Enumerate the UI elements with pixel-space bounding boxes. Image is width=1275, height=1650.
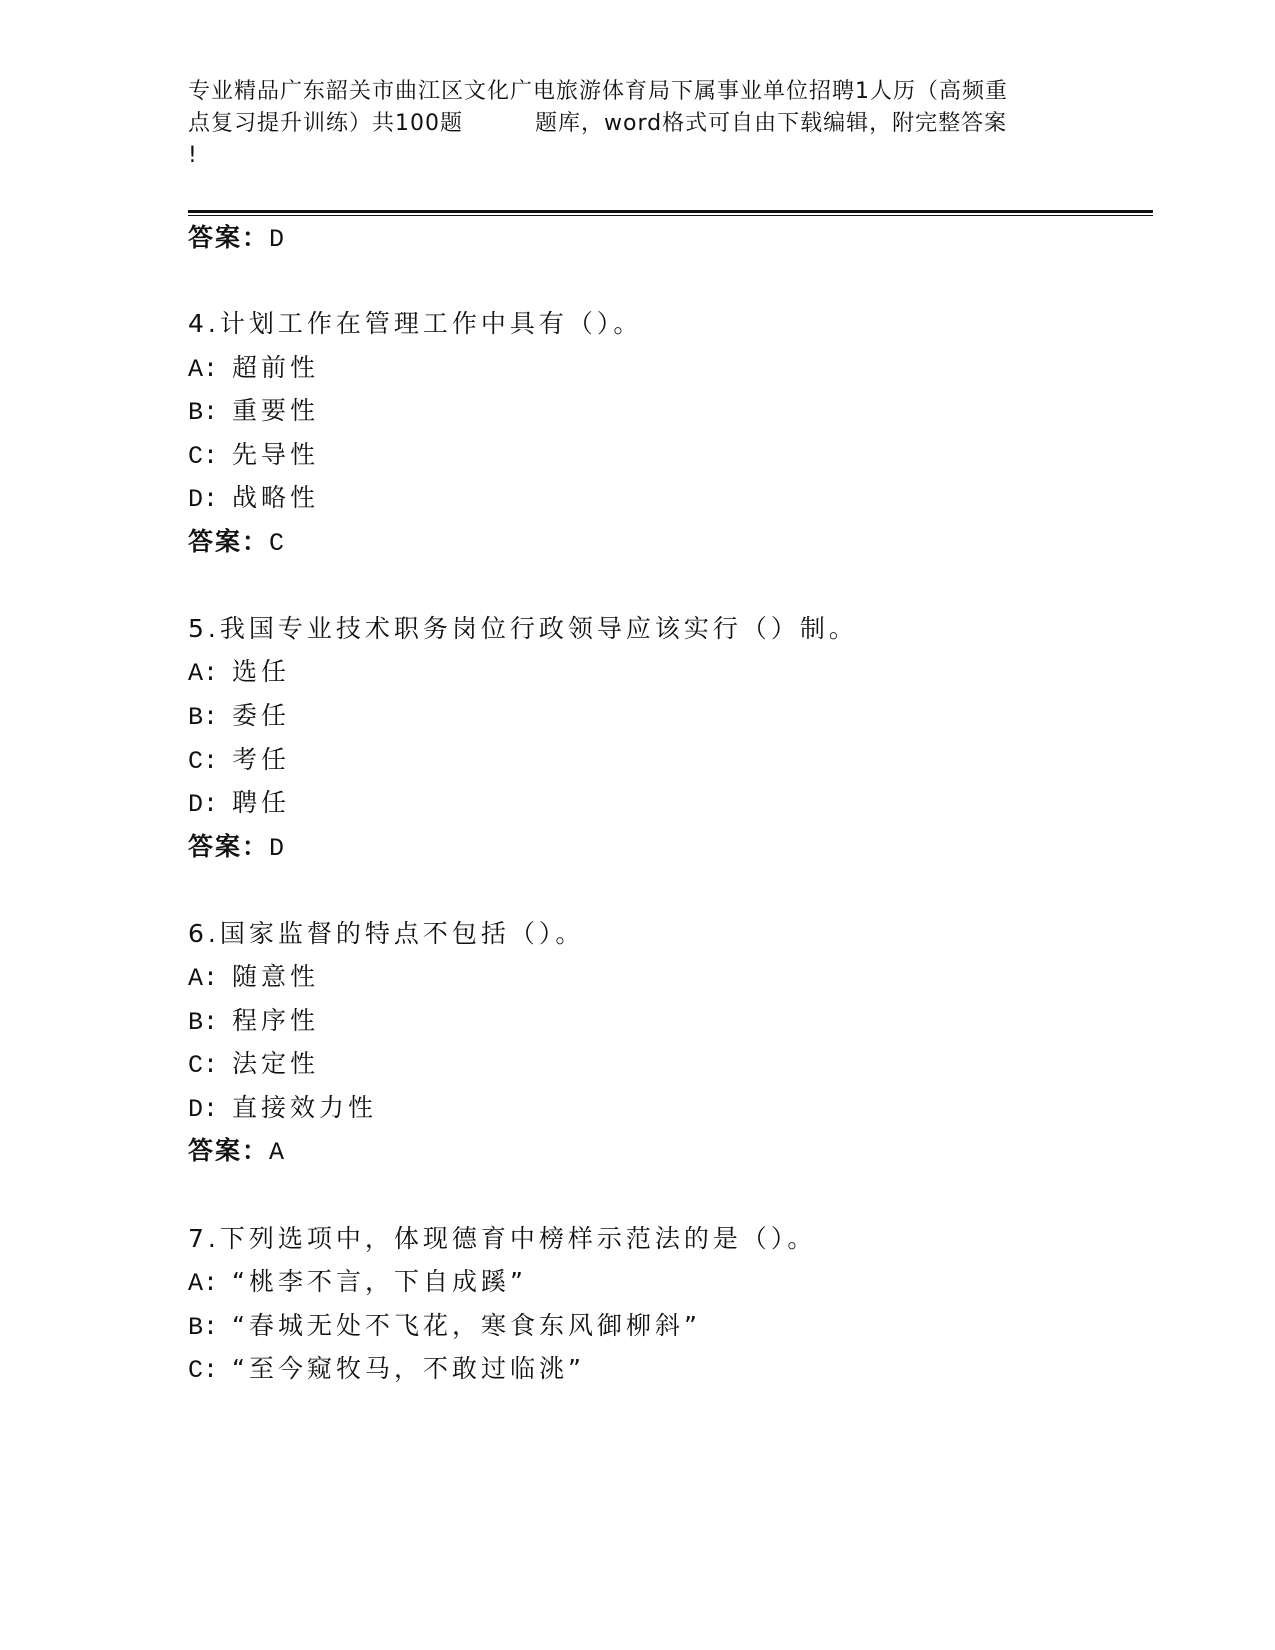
answer-line <box>188 1131 286 1167</box>
option-b <box>188 391 319 427</box>
option-key: D: <box>188 485 219 514</box>
answer-label: 答案： <box>188 527 270 556</box>
answer-line <box>188 827 286 863</box>
option-a <box>188 348 319 384</box>
answer-label: 答案： <box>188 223 270 252</box>
option-c <box>188 435 319 471</box>
option-c <box>188 1044 319 1080</box>
option-key: C: <box>188 1356 219 1385</box>
header-line-3: ! <box>188 143 198 168</box>
option-key: B: <box>188 398 219 427</box>
option-key: C: <box>188 442 219 471</box>
option-key: C: <box>188 747 219 776</box>
option-b <box>188 696 290 732</box>
header-line-2 <box>188 108 1088 140</box>
option-d <box>188 783 290 819</box>
option-text: 先导性 <box>232 440 320 469</box>
option-c <box>188 740 290 776</box>
option-text: 随意性 <box>232 962 320 991</box>
answer-line <box>188 522 286 558</box>
question-stem: 6.国家监督的特点不包括（）。 <box>188 919 585 948</box>
option-d <box>188 478 319 514</box>
option-key: C: <box>188 1051 219 1080</box>
option-text: “桃李不言，下自成蹊” <box>232 1267 527 1296</box>
option-text: 直接效力性 <box>232 1093 378 1122</box>
option-a <box>188 1262 527 1298</box>
option-c <box>188 1349 585 1385</box>
question-stem: 4.计划工作在管理工作中具有（）。 <box>188 309 643 338</box>
header-line-2-part-1: 点复习提升训练）共100题 <box>188 111 463 136</box>
header-line-2-part-2: 题库，word格式可自由下载编辑，附完整答案 <box>535 111 1008 136</box>
option-text: 战略性 <box>232 483 320 512</box>
option-a <box>188 652 290 688</box>
option-text: 法定性 <box>232 1049 320 1078</box>
option-key: B: <box>188 1313 219 1342</box>
header-divider-thick <box>188 210 1153 213</box>
answer-label: 答案： <box>188 1136 270 1165</box>
document-header <box>188 76 1088 172</box>
question-stem: 7.下列选项中，体现德育中榜样示范法的是（）。 <box>188 1224 817 1253</box>
option-text: 重要性 <box>232 396 320 425</box>
option-key: A: <box>188 659 219 688</box>
answer-label: 答案： <box>188 832 270 861</box>
option-b <box>188 1306 701 1342</box>
option-text: “至今窥牧马，不敢过临洮” <box>232 1354 585 1383</box>
option-key: A: <box>188 355 219 384</box>
answer-value: A <box>269 1138 287 1167</box>
option-key: A: <box>188 1269 219 1298</box>
option-key: B: <box>188 703 219 732</box>
option-d <box>188 1088 377 1124</box>
option-text: 委任 <box>232 701 291 730</box>
option-key: D: <box>188 1095 219 1124</box>
option-key: D: <box>188 790 219 819</box>
answer-value: C <box>269 529 287 558</box>
option-text: 程序性 <box>232 1006 320 1035</box>
option-b <box>188 1001 319 1037</box>
answer-line <box>188 218 286 254</box>
question-stem: 5.我国专业技术职务岗位行政领导应该实行（）制。 <box>188 614 858 643</box>
option-text: 超前性 <box>232 353 320 382</box>
option-text: 选任 <box>232 657 291 686</box>
header-line-1: 专业精品广东韶关市曲江区文化广电旅游体育局下属事业单位招聘1人历（高频重 <box>188 79 1008 104</box>
option-key: A: <box>188 964 219 993</box>
option-text: 聘任 <box>232 788 291 817</box>
option-text: “春城无处不飞花，寒食东风御柳斜” <box>232 1311 701 1340</box>
option-key: B: <box>188 1008 219 1037</box>
answer-value: D <box>269 225 287 254</box>
header-divider-thin <box>188 215 1153 216</box>
option-a <box>188 957 319 993</box>
answer-value: D <box>269 834 287 863</box>
option-text: 考任 <box>232 745 291 774</box>
